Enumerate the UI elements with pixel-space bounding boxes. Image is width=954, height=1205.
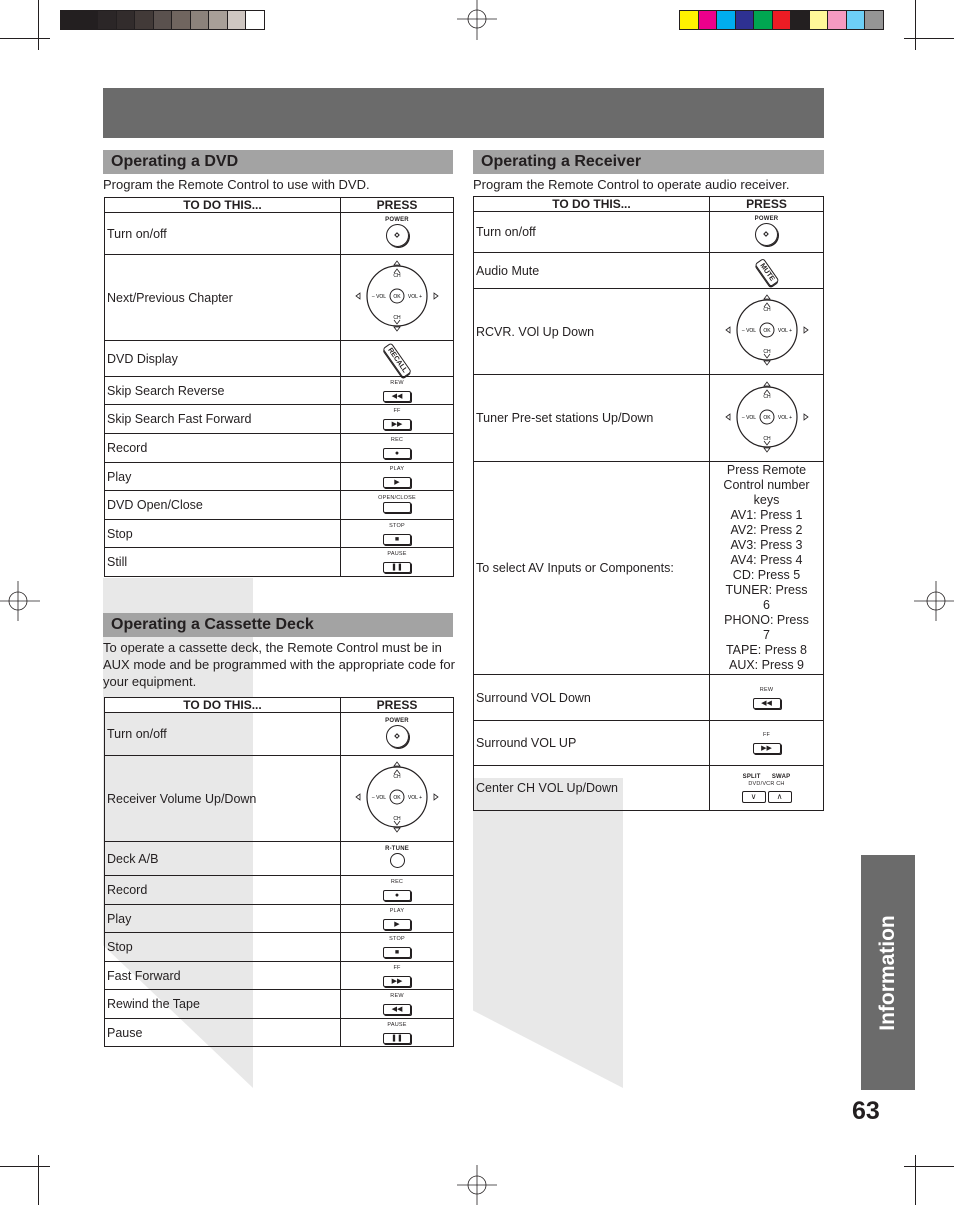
- press-cell: [341, 405, 454, 434]
- todo-cell: Surround VOL UP: [474, 721, 710, 766]
- todo-cell: DVD Display: [105, 341, 341, 377]
- instruction-line: PHONO: Press 7: [724, 613, 809, 642]
- press-column-header: PRESS: [710, 197, 824, 212]
- press-cell: [710, 212, 824, 253]
- ch-label: CH: [762, 349, 771, 355]
- dpad-icon[interactable]: [721, 378, 813, 456]
- button-caption: OPEN/CLOSE: [378, 494, 416, 501]
- crop-mark: [38, 0, 39, 50]
- power-button[interactable]: [755, 223, 778, 246]
- button-caption: POWER: [754, 215, 779, 222]
- page-number: 63: [852, 1097, 880, 1125]
- table-row: [105, 405, 454, 434]
- vol-minus-label: – VOL: [371, 795, 387, 801]
- instruction-line: TAPE: Press 8: [725, 643, 808, 657]
- todo-cell: Stop: [105, 933, 341, 962]
- press-cell: [710, 253, 824, 289]
- ch-label: CH: [393, 315, 401, 321]
- crop-mark: [0, 38, 50, 39]
- split-button[interactable]: ∨: [742, 791, 766, 803]
- remote-button[interactable]: ▶▶: [383, 976, 411, 987]
- table-row: [105, 213, 454, 255]
- todo-cell: Record: [105, 876, 341, 905]
- button-caption: REW: [390, 993, 404, 999]
- table-row: [105, 548, 454, 577]
- todo-cell: Center CH VOL Up/Down: [474, 766, 710, 811]
- button-caption: FF: [762, 732, 771, 738]
- color-swatch: [227, 10, 247, 30]
- vol-minus-label: – VOL: [371, 294, 387, 300]
- todo-cell: Receiver Volume Up/Down: [105, 756, 341, 842]
- color-swatch: [809, 10, 829, 30]
- swap-button[interactable]: ∧: [768, 791, 792, 803]
- dvd-table: [104, 197, 454, 577]
- press-cell: [341, 876, 454, 905]
- button-subcaption: DVD/VCR CH: [748, 780, 785, 787]
- color-swatch: [753, 10, 773, 30]
- dvd-section-title: Operating a DVD: [103, 150, 453, 174]
- color-swatch: [790, 10, 810, 30]
- button-caption: PAUSE: [387, 1021, 407, 1028]
- instruction-line: CD: Press 5: [732, 568, 801, 582]
- todo-cell: RCVR. VOl Up Down: [474, 289, 710, 375]
- press-cell: [341, 990, 454, 1019]
- button-caption: STOP: [389, 936, 405, 942]
- todo-cell: Record: [105, 434, 341, 463]
- instruction-line: AV1: Press 1: [730, 508, 803, 522]
- vol-minus-label: – VOL: [741, 328, 756, 334]
- background-fade: [473, 778, 623, 1088]
- vol-plus-label: VOL +: [777, 328, 792, 334]
- vol-minus-label: – VOL: [741, 414, 756, 421]
- vol-plus-label: VOL +: [777, 414, 792, 421]
- todo-column-header: TO DO THIS...: [105, 698, 341, 713]
- color-swatch: [679, 10, 699, 30]
- table-row: [474, 289, 824, 375]
- table-row: [105, 905, 454, 933]
- color-swatch: [190, 10, 210, 30]
- table-row: [105, 491, 454, 520]
- button-caption: STOP: [389, 522, 405, 529]
- page-header-bar: [103, 88, 824, 138]
- crop-mark: [904, 1166, 954, 1167]
- table-row: [105, 520, 454, 548]
- press-cell: [710, 721, 824, 766]
- todo-column-header: TO DO THIS...: [105, 198, 341, 213]
- todo-cell: Surround VOL Down: [474, 675, 710, 721]
- ch-label: CH: [762, 307, 771, 313]
- color-swatch: [716, 10, 736, 30]
- ch-label: CH: [393, 774, 401, 780]
- remote-button[interactable]: RECALL: [382, 342, 412, 378]
- button-caption: SPLIT SWAP: [742, 773, 791, 780]
- remote-button[interactable]: ◀◀: [753, 698, 781, 709]
- todo-cell: Tuner Pre-set stations Up/Down: [474, 375, 710, 462]
- button-caption: REW: [759, 686, 774, 693]
- registration-mark-icon: [457, 1165, 497, 1205]
- button-caption: REW: [390, 379, 404, 386]
- todo-cell: To select AV Inputs or Components:: [474, 462, 710, 675]
- todo-cell: Next/Previous Chapter: [105, 255, 341, 341]
- table-row: [474, 721, 824, 766]
- press-cell: [341, 434, 454, 463]
- ok-label: OK: [393, 795, 401, 801]
- press-cell: [341, 756, 454, 842]
- r-tune-button[interactable]: [390, 853, 405, 868]
- ch-label: CH: [762, 435, 771, 442]
- press-cell: [710, 462, 824, 675]
- ok-label: OK: [393, 294, 401, 300]
- table-row: [474, 212, 824, 253]
- press-cell: [341, 463, 454, 491]
- registration-mark-icon: [914, 581, 954, 621]
- crop-mark: [0, 1166, 50, 1167]
- press-cell: [710, 375, 824, 462]
- remote-button[interactable]: ■: [383, 947, 411, 958]
- color-swatch: [772, 10, 792, 30]
- instruction-line: AUX: Press 9: [728, 658, 805, 672]
- color-swatch: [245, 10, 265, 30]
- remote-button[interactable]: ▶: [383, 919, 411, 930]
- button-caption: POWER: [385, 717, 409, 724]
- ok-label: OK: [762, 328, 771, 334]
- press-cell: [341, 377, 454, 405]
- press-cell: [341, 548, 454, 577]
- press-cell: [341, 255, 454, 341]
- press-cell: [710, 766, 824, 811]
- button-caption: REC: [390, 879, 404, 885]
- instruction-line: AV2: Press 2: [730, 523, 803, 537]
- vol-plus-label: VOL +: [407, 294, 423, 300]
- todo-cell: Still: [105, 548, 341, 577]
- dpad-icon[interactable]: [351, 758, 443, 836]
- press-cell: [341, 341, 454, 377]
- receiver-intro: Program the Remote Control to operate audio receiver.: [473, 177, 790, 192]
- todo-column-header: TO DO THIS...: [474, 197, 710, 212]
- button-caption: POWER: [385, 217, 409, 223]
- color-swatch-strip: [679, 10, 883, 30]
- instruction-line: AV4: Press 4: [730, 553, 803, 567]
- instruction-line: TUNER: Press 6: [725, 583, 808, 612]
- press-cell: [341, 905, 454, 933]
- remote-button[interactable]: [383, 502, 411, 513]
- ok-label: OK: [762, 414, 771, 421]
- button-caption: PLAY: [389, 465, 405, 472]
- power-button[interactable]: [386, 725, 409, 748]
- press-cell: [341, 491, 454, 520]
- table-row: [105, 341, 454, 377]
- table-row: [474, 253, 824, 289]
- color-swatch: [116, 10, 136, 30]
- dpad-icon[interactable]: [351, 257, 443, 335]
- remote-button[interactable]: ❚❚: [383, 562, 411, 573]
- receiver-table: [473, 196, 824, 811]
- power-icon: [394, 733, 400, 739]
- power-button[interactable]: [386, 224, 409, 247]
- press-cell: [341, 213, 454, 255]
- remote-button[interactable]: ❚❚: [383, 1033, 411, 1044]
- power-icon: [394, 232, 400, 238]
- button-caption: FF: [393, 964, 401, 971]
- table-row: [105, 713, 454, 756]
- table-row: [105, 962, 454, 990]
- todo-cell: Turn on/off: [105, 213, 341, 255]
- cassette-intro: To operate a cassette deck, the Remote Control must be in AUX mode and be programmed with the appropriate code for your equipment.: [103, 640, 455, 689]
- table-row: [105, 434, 454, 463]
- press-cell: [341, 520, 454, 548]
- color-swatch: [153, 10, 173, 30]
- todo-cell: Turn on/off: [474, 212, 710, 253]
- todo-cell: Fast Forward: [105, 962, 341, 990]
- remote-button[interactable]: ●: [383, 448, 411, 459]
- instruction-line: Press Remote Control number keys: [723, 463, 810, 507]
- table-row: [105, 377, 454, 405]
- receiver-section-title: Operating a Receiver: [473, 150, 824, 174]
- color-swatch: [60, 10, 80, 30]
- ch-label: CH: [393, 816, 401, 822]
- todo-cell: Play: [105, 463, 341, 491]
- button-caption: REC: [390, 437, 404, 443]
- color-swatch: [134, 10, 154, 30]
- table-row: [105, 463, 454, 491]
- color-swatch: [864, 10, 884, 30]
- press-cell: [341, 842, 454, 876]
- table-row: [105, 990, 454, 1019]
- button-caption: FF: [393, 408, 401, 414]
- color-swatch: [846, 10, 866, 30]
- table-row: [105, 876, 454, 905]
- ch-label: CH: [762, 393, 771, 400]
- todo-cell: Pause: [105, 1019, 341, 1047]
- cassette-table: [104, 697, 454, 1047]
- registration-mark-icon: [457, 0, 497, 40]
- todo-cell: Skip Search Fast Forward: [105, 405, 341, 434]
- crop-mark: [915, 1155, 916, 1205]
- color-swatch: [79, 10, 99, 30]
- press-cell: [710, 289, 824, 375]
- button-caption: PAUSE: [387, 551, 407, 557]
- ch-label: CH: [393, 273, 401, 279]
- registration-mark-icon: [0, 581, 40, 621]
- press-cell: [341, 933, 454, 962]
- color-swatch: [171, 10, 191, 30]
- dvd-intro: Program the Remote Control to use with DVD.: [103, 177, 370, 192]
- instruction-line: AV3: Press 3: [730, 538, 803, 552]
- side-tab: [861, 855, 915, 1090]
- table-row: [474, 766, 824, 811]
- table-row: [105, 255, 454, 341]
- table-row: [474, 462, 824, 675]
- press-column-header: PRESS: [341, 698, 454, 713]
- remote-button[interactable]: MUTE: [754, 258, 779, 287]
- remote-button[interactable]: ▶▶: [753, 743, 781, 754]
- remote-button[interactable]: ◀◀: [383, 1004, 411, 1015]
- todo-cell: Rewind the Tape: [105, 990, 341, 1019]
- todo-cell: DVD Open/Close: [105, 491, 341, 520]
- crop-mark: [904, 38, 954, 39]
- remote-button[interactable]: ▶: [383, 477, 411, 488]
- press-cell: [341, 713, 454, 756]
- remote-button[interactable]: ●: [383, 890, 411, 901]
- todo-cell: Stop: [105, 520, 341, 548]
- button-caption: R-TUNE: [385, 846, 409, 852]
- table-row: [105, 933, 454, 962]
- side-tab-label: Information: [876, 914, 899, 1031]
- vol-plus-label: VOL +: [407, 795, 423, 801]
- power-icon: [763, 231, 769, 237]
- table-row: [474, 675, 824, 721]
- table-row: [105, 1019, 454, 1047]
- color-swatch: [698, 10, 718, 30]
- dpad-icon[interactable]: [721, 291, 813, 369]
- press-cell: [341, 1019, 454, 1047]
- color-swatch: [827, 10, 847, 30]
- todo-cell: Play: [105, 905, 341, 933]
- remote-button[interactable]: ◀◀: [383, 391, 411, 402]
- button-caption: PLAY: [389, 907, 405, 914]
- remote-button[interactable]: ▶▶: [383, 419, 411, 430]
- table-row: [105, 756, 454, 842]
- table-row: [105, 842, 454, 876]
- table-row: [474, 375, 824, 462]
- gray-swatch-strip: [60, 10, 264, 30]
- todo-cell: Audio Mute: [474, 253, 710, 289]
- cassette-section-title: Operating a Cassette Deck: [103, 613, 453, 637]
- press-cell: [710, 675, 824, 721]
- color-swatch: [735, 10, 755, 30]
- press-column-header: PRESS: [341, 198, 454, 213]
- crop-mark: [38, 1155, 39, 1205]
- crop-mark: [915, 0, 916, 50]
- remote-button[interactable]: ■: [383, 534, 411, 545]
- press-cell: [341, 962, 454, 990]
- color-swatch: [97, 10, 117, 30]
- todo-cell: Deck A/B: [105, 842, 341, 876]
- color-swatch: [208, 10, 228, 30]
- todo-cell: Skip Search Reverse: [105, 377, 341, 405]
- todo-cell: Turn on/off: [105, 713, 341, 756]
